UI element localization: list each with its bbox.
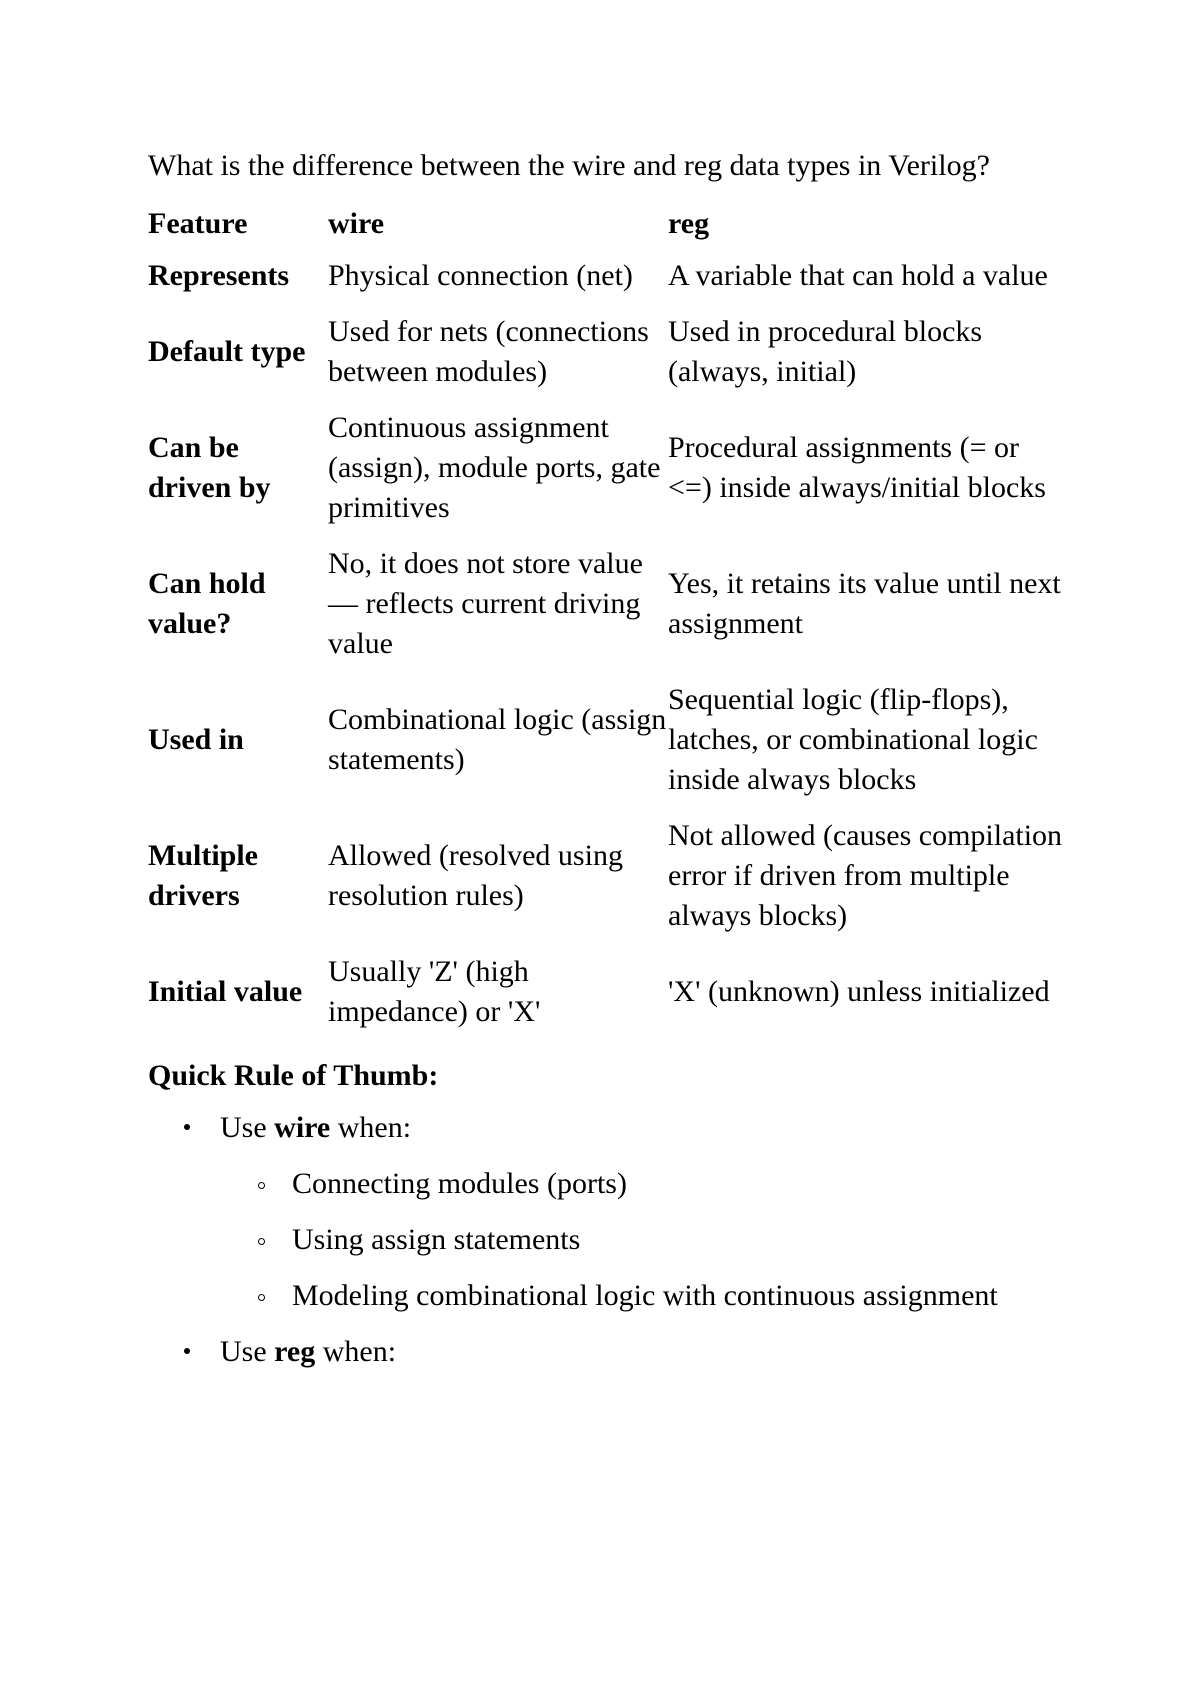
bullet-icon — [184, 1348, 190, 1354]
wire-cell: Physical connection (net) — [328, 259, 633, 292]
feature-cell: Represents — [148, 259, 290, 292]
list-item — [148, 1106, 1068, 1318]
bullet-icon — [184, 1124, 190, 1130]
feature-cell: Multiple drivers — [148, 839, 258, 912]
table-row — [148, 400, 1068, 536]
table-row — [148, 248, 1068, 304]
hollow-bullet-icon — [258, 1182, 265, 1189]
reg-cell: Procedural assignments (= or <=) inside always/initial blocks — [668, 431, 1046, 504]
sub-item-text: Modeling combinational logic with continuous assignment — [292, 1279, 998, 1312]
sub-list-item — [148, 1162, 1068, 1206]
wire-cell: No, it does not store value — reflects current driving value — [328, 547, 643, 660]
table-row — [148, 944, 1068, 1040]
bullet-prefix: Use — [220, 1111, 275, 1144]
sub-list-item — [148, 1274, 1068, 1318]
reg-cell: Yes, it retains its value until next assignment — [668, 567, 1061, 640]
table-row — [148, 304, 1068, 400]
rule-heading: Quick Rule of Thumb: — [148, 1059, 439, 1092]
bullet-keyword: wire — [274, 1111, 331, 1144]
question-text: What is the difference between the wire and reg data types in Verilog? — [148, 149, 990, 182]
comparison-table — [148, 204, 1068, 1040]
feature-cell: Can be driven by — [148, 431, 271, 504]
sub-item-text: Connecting modules (ports) — [292, 1167, 627, 1200]
bullet-prefix: Use — [220, 1335, 275, 1368]
header-wire: wire — [328, 207, 385, 240]
feature-cell: Initial value — [148, 975, 303, 1008]
feature-cell: Can hold value? — [148, 567, 266, 640]
sub-list — [220, 1162, 1068, 1318]
sub-item-text: Using assign statements — [292, 1223, 581, 1256]
header-reg: reg — [668, 207, 710, 240]
table-row — [148, 672, 1068, 808]
sub-list-item — [148, 1218, 1068, 1262]
wire-cell: Combinational logic (assign statements) — [328, 703, 667, 776]
feature-cell: Used in — [148, 723, 244, 756]
hollow-bullet-icon — [258, 1238, 265, 1245]
reg-cell: Used in procedural blocks (always, initial) — [668, 315, 983, 388]
wire-cell: Usually 'Z' (high impedance) or 'X' — [328, 955, 541, 1028]
wire-cell: Used for nets (connections between modules) — [328, 315, 649, 388]
reg-cell: A variable that can hold a value — [668, 259, 1048, 292]
rule-list — [148, 1106, 1068, 1374]
bullet-suffix: when: — [330, 1111, 412, 1144]
bullet-suffix: when: — [315, 1335, 397, 1368]
reg-cell: Sequential logic (flip-flops), latches, or combinational logic inside always blocks — [668, 683, 1038, 796]
bullet-keyword: reg — [274, 1335, 316, 1368]
reg-cell: 'X' (unknown) unless initialized — [668, 975, 1050, 1008]
table-row — [148, 808, 1068, 944]
table-header-row — [148, 204, 1068, 248]
table-row — [148, 536, 1068, 672]
reg-cell: Not allowed (causes compilation error if driven from multiple always blocks) — [668, 819, 1063, 932]
hollow-bullet-icon — [258, 1294, 265, 1301]
header-feature: Feature — [148, 207, 248, 240]
feature-cell: Default type — [148, 335, 306, 368]
wire-cell: Continuous assignment (assign), module ports, gate primitives — [328, 411, 661, 524]
wire-cell: Allowed (resolved using resolution rules) — [328, 839, 623, 912]
document-page — [148, 146, 1068, 1386]
list-item — [148, 1330, 1068, 1374]
